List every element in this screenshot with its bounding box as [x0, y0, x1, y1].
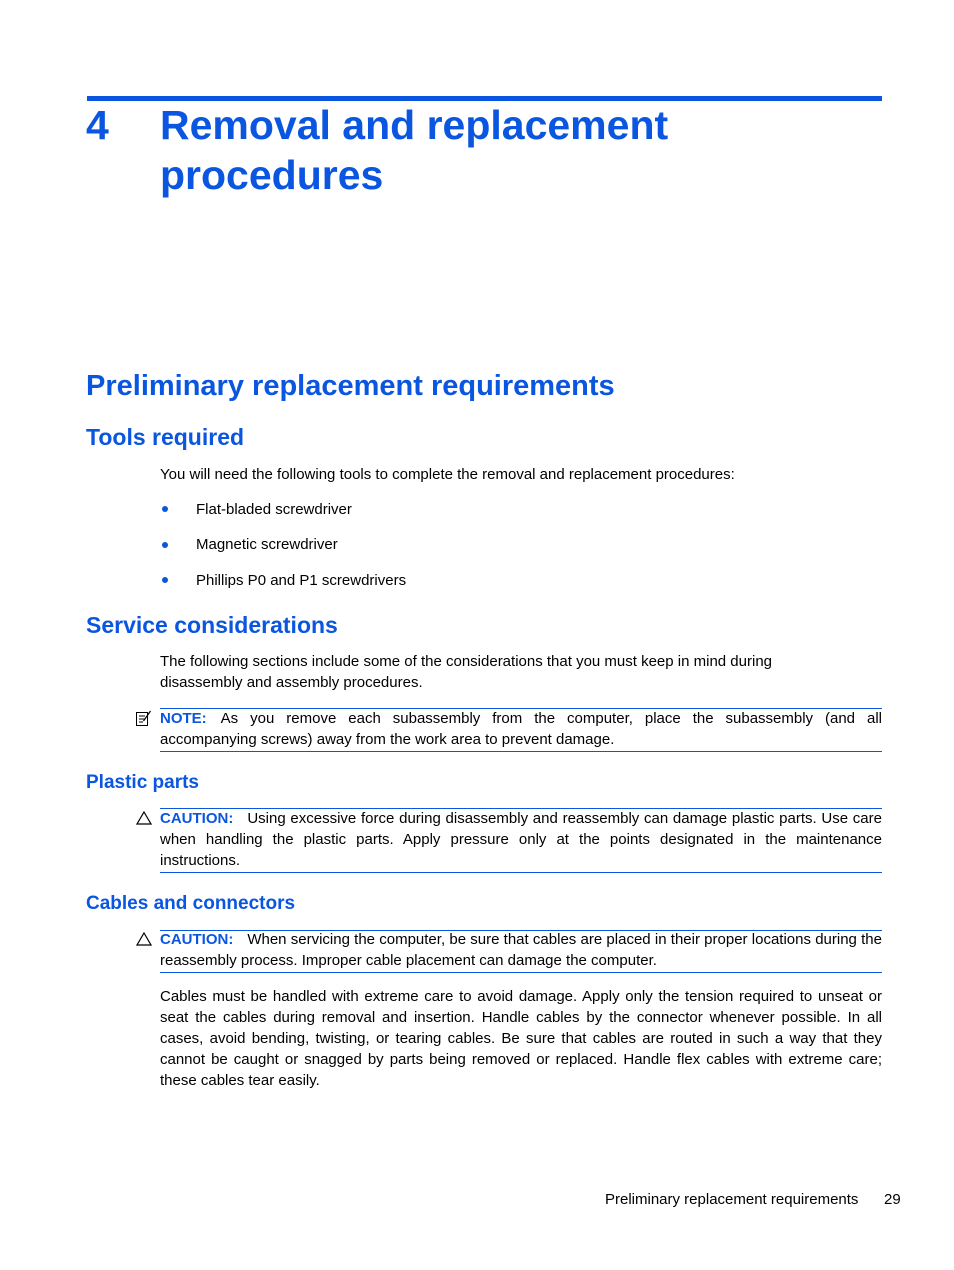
tools-item: Flat-bladed screwdriver — [196, 501, 352, 518]
bullet-icon — [162, 506, 168, 512]
service-intro: The following sections include some of the considerations that you must keep in mind during disassembly and assembly procedures. — [160, 653, 773, 691]
caution-label: CAUTION: — [160, 931, 234, 948]
section-title: Preliminary replacement requirements — [86, 370, 615, 402]
tools-heading: Tools required — [86, 424, 245, 450]
note-bottom-rule — [160, 751, 882, 752]
service-heading: Service considerations — [86, 612, 338, 638]
tools-intro: You will need the following tools to complete the removal and replacement procedures: — [160, 466, 735, 483]
note-block — [160, 708, 882, 750]
page-number: 29 — [884, 1191, 901, 1208]
plastic-heading: Plastic parts — [86, 772, 199, 793]
note-text: As you remove each subassembly from the computer, place the subassembly (and all accompanying screws) away from the work area to prevent damage. — [160, 710, 882, 748]
caution-block — [160, 808, 882, 871]
caution-bottom-rule — [160, 972, 882, 973]
bullet-icon — [162, 542, 168, 548]
caution-icon — [136, 811, 152, 825]
bullet-icon — [162, 577, 168, 583]
caution-text: When servicing the computer, be sure that cables are placed in their proper locations during the reassembly process. Improper cable placement can damage the computer. — [160, 931, 882, 969]
caution-bottom-rule — [160, 872, 882, 873]
cables-body: Cables must be handled with extreme care to avoid damage. Apply only the tension required to unseat or seat the cables during removal and insertion. Handle cables by the connector whenever possible. In all cases, avoid bending, twisting, or tearing cables. Be sure that cables are routed in such a way that they cannot be caught or snagged by parts being removed or replaced. Handle flex cables with extreme care; these cables tear easily. — [160, 988, 882, 1089]
tools-item: Phillips P0 and P1 screwdrivers — [196, 572, 407, 589]
caution-block — [160, 929, 882, 971]
chapter-title: Removal and replacement procedures — [160, 102, 669, 198]
footer-section: Preliminary replacement requirements — [605, 1191, 859, 1208]
note-label: NOTE: — [160, 710, 207, 727]
caution-label: CAUTION: — [160, 810, 234, 827]
cables-heading: Cables and connectors — [86, 893, 296, 914]
caution-icon — [136, 932, 152, 946]
note-icon — [135, 710, 152, 727]
chapter-number: 4 — [86, 102, 109, 148]
tools-item: Magnetic screwdriver — [196, 536, 338, 553]
caution-text: Using excessive force during disassembly and reassembly can damage plastic parts. Use care when handling the plastic parts. Apply pressure only at the points designated in the maintenance instructions. — [160, 810, 882, 869]
